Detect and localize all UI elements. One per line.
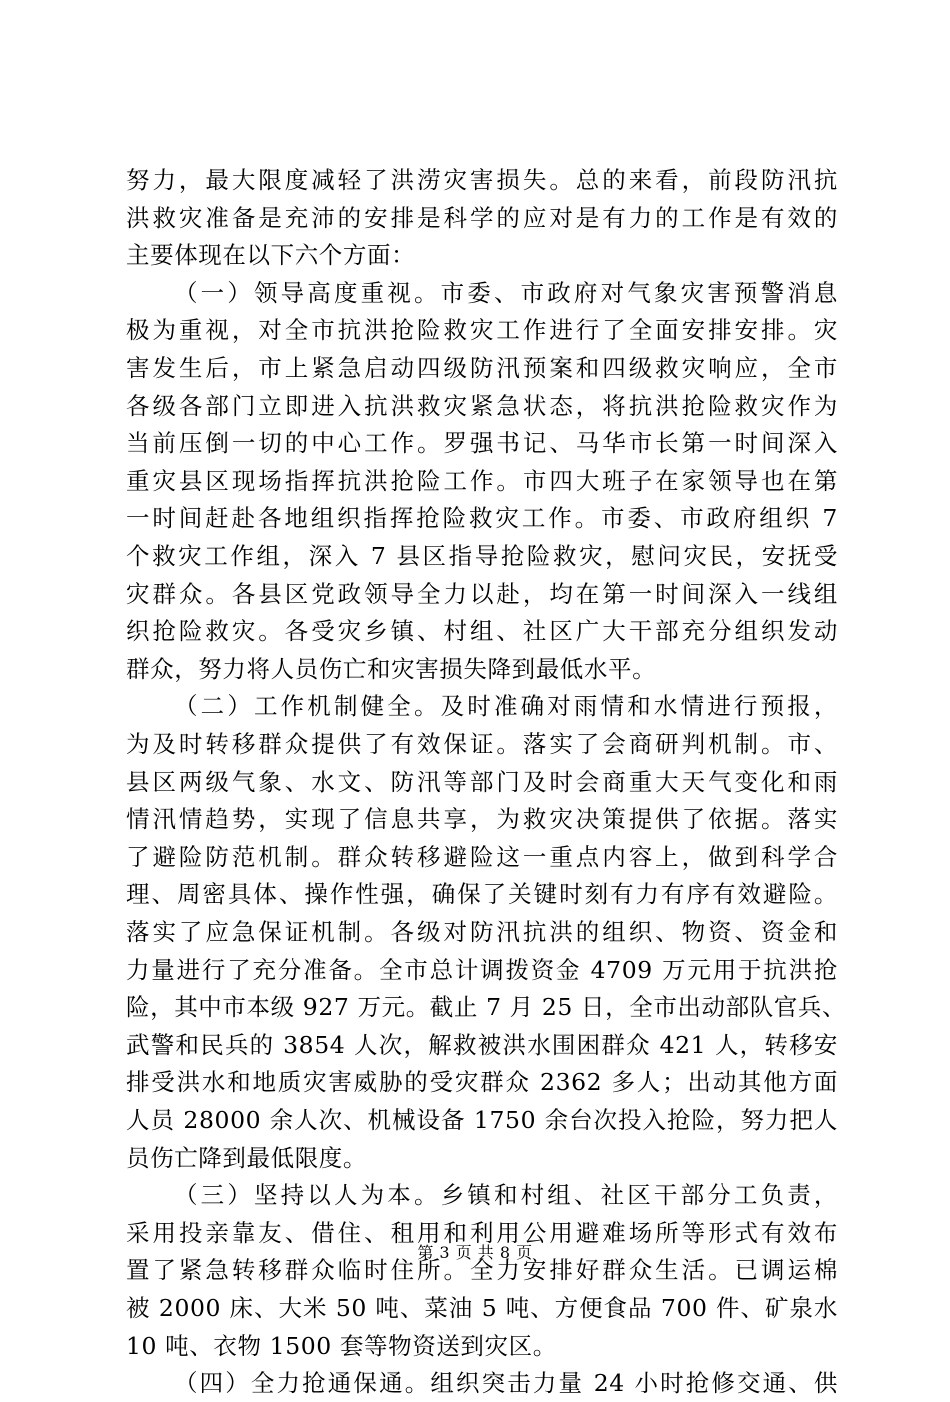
text-line: 努力，最大限度减轻了洪涝灾害损失。总的来看，前段防汛抗	[126, 166, 838, 194]
text-line: 武警和民兵的 3854 人次，解救被洪水围困群众 421 人，转移安	[126, 1030, 838, 1059]
text-line: 个救灾工作组，深入 7 县区指导抢险救灾，慰问灾民，安抚受	[126, 542, 838, 570]
text-line: 人员 28000 余人次、机械设备 1750 余台次投入抢险，努力把人	[126, 1106, 838, 1134]
text-line: 当前压倒一切的中心工作。罗强书记、马华市长第一时间深入	[126, 429, 838, 458]
text-line: 被 2000 床、大米 50 吨、菜油 5 吨、方便食品 700 件、矿泉水	[126, 1294, 838, 1322]
text-line: 主要体现在以下六个方面：	[126, 241, 416, 270]
text-line: 险，其中市本级 927 万元。截止 7 月 25 日，全市出动部队官兵、	[126, 993, 847, 1022]
text-line: 理、周密具体、操作性强，确保了关键时刻有力有序有效避险。	[126, 880, 838, 909]
page-footer: 第 3 页 共 8 页	[417, 1243, 533, 1262]
text-line: 情汛情趋势，实现了信息共享，为救灾决策提供了依据。落实	[126, 805, 838, 834]
text-line: 重灾县区现场指挥抗洪抢险工作。市四大班子在家领导也在第	[126, 466, 838, 495]
text-line: 力量进行了充分准备。全市总计调拨资金 4709 万元用于抗洪抢	[126, 955, 838, 984]
text-line: 员伤亡降到最低限度。	[126, 1143, 367, 1172]
text-line: 洪救灾准备是充沛的安排是科学的应对是有力的工作是有效的	[126, 203, 838, 232]
text-line: 为及时转移群众提供了有效保证。落实了会商研判机制。市、	[126, 730, 838, 758]
text-line: （四）全力抢通保通。组织突击力量 24 小时抢修交通、供	[174, 1369, 838, 1398]
text-line: 一时间赶赴各地组织指挥抢险救灾工作。市委、市政府组织 7	[126, 504, 838, 533]
text-line: （二）工作机制健全。及时准确对雨情和水情进行预报，	[174, 692, 838, 721]
text-line: 各级各部门立即进入抗洪救灾紧急状态，将抗洪抢险救灾作为	[126, 391, 838, 420]
text-line: （一）领导高度重视。市委、市政府对气象灾害预警消息	[174, 278, 838, 307]
text-line: 排受洪水和地质灾害威胁的受灾群众 2362 多人；出动其他方面	[126, 1068, 838, 1097]
text-line: 灾群众。各县区党政领导全力以赴，均在第一时间深入一线组	[126, 579, 838, 608]
text-line: 织抢险救灾。各受灾乡镇、村组、社区广大干部充分组织发动	[126, 617, 838, 646]
text-line: （三）坚持以人为本。乡镇和村组、社区干部分工负责，	[174, 1181, 838, 1210]
text-line: 了避险防范机制。群众转移避险这一重点内容上，做到科学合	[126, 842, 838, 871]
text-line: 害发生后，市上紧急启动四级防汛预案和四级救灾响应，全市	[126, 354, 838, 382]
text-line: 采用投亲靠友、借住、租用和利用公用避难场所等形式有效布	[126, 1218, 838, 1247]
text-line: 极为重视，对全市抗洪抢险救灾工作进行了全面安排安排。灾	[126, 316, 838, 345]
text-line: 县区两级气象、水文、防汛等部门及时会商重大天气变化和雨	[126, 767, 838, 796]
text-line: 落实了应急保证机制。各级对防汛抗洪的组织、物资、资金和	[126, 918, 838, 946]
text-line: 10 吨、衣物 1500 套等物资送到灾区。	[126, 1331, 557, 1360]
text-line: 置了紧急转移群众临时住所。全力安排好群众生活。已调运棉	[126, 1256, 838, 1285]
text-line: 群众，努力将人员伤亡和灾害损失降到最低水平。	[126, 654, 657, 683]
